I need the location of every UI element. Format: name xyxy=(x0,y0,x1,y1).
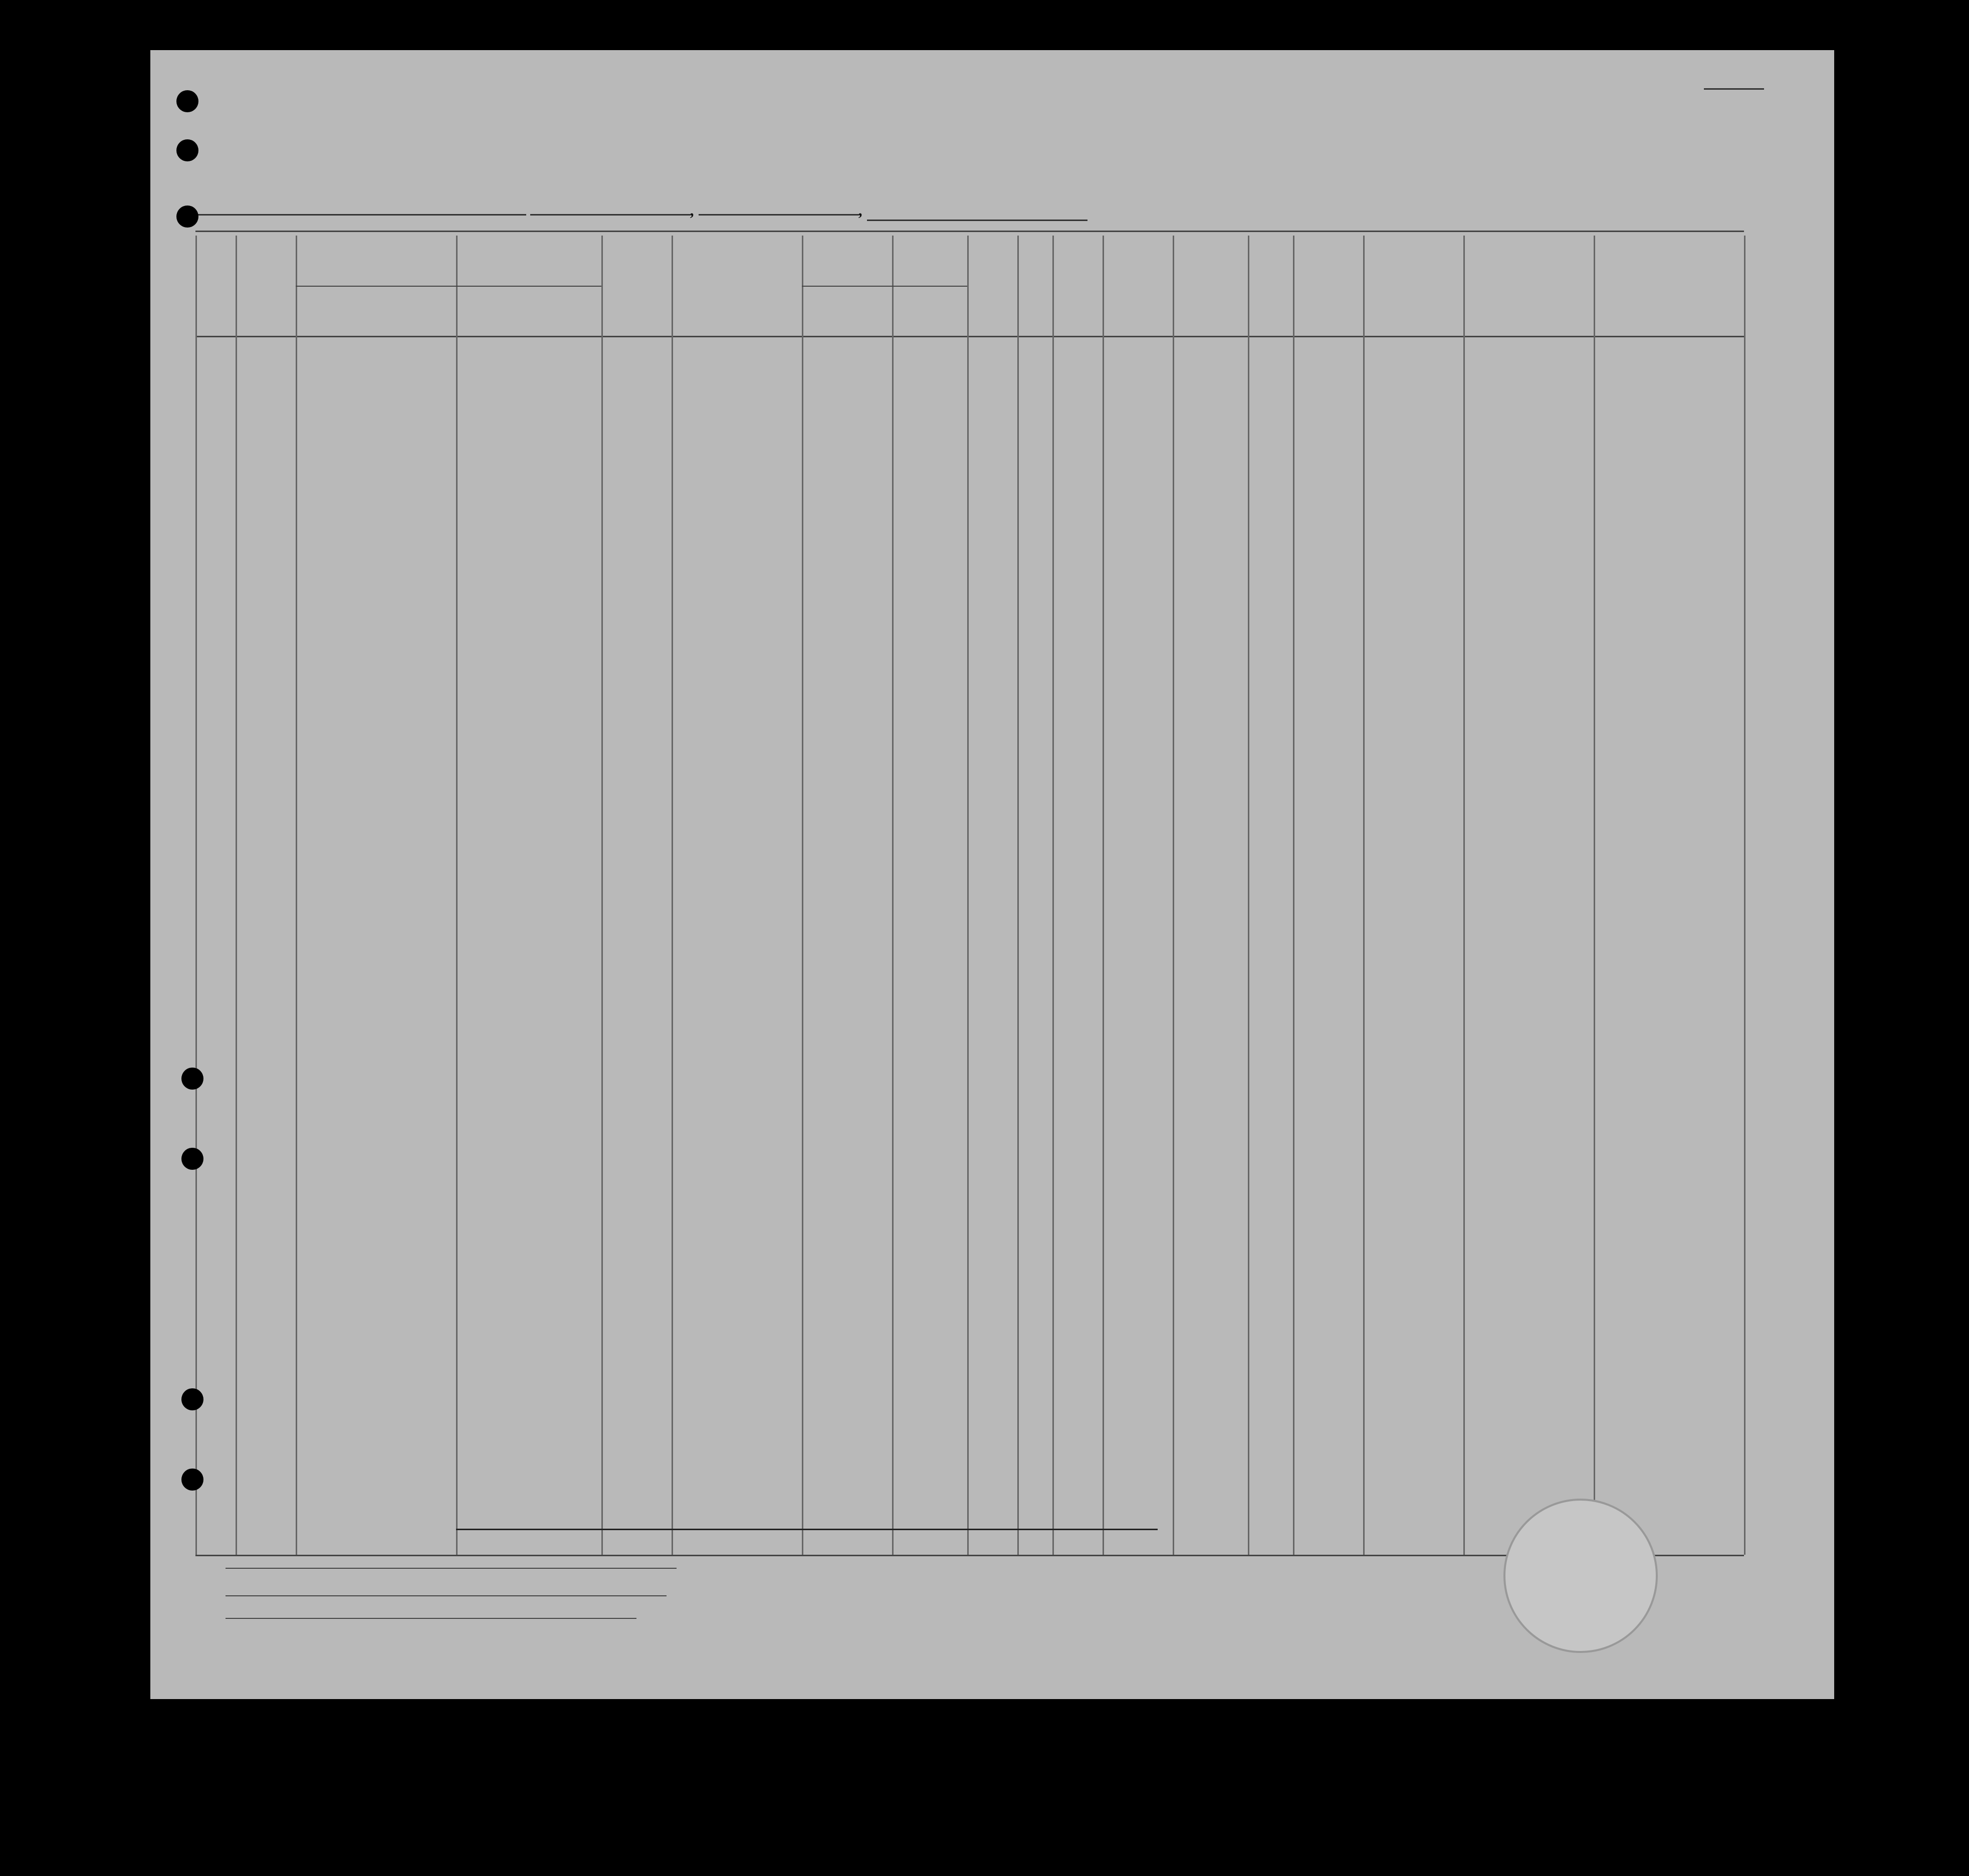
table-rule xyxy=(195,231,1744,232)
punch-hole xyxy=(176,139,198,161)
arrival-date xyxy=(699,214,859,216)
column-rule xyxy=(1463,236,1465,1555)
column-rule xyxy=(892,236,894,1555)
punch-hole xyxy=(181,1148,203,1170)
column-rule xyxy=(1594,236,1595,1555)
arriving-port xyxy=(530,214,691,216)
column-rule xyxy=(1017,236,1019,1555)
punch-hole xyxy=(181,1469,203,1491)
from-port xyxy=(867,200,1087,221)
column-rule xyxy=(1173,236,1174,1555)
column-rule xyxy=(236,236,237,1555)
column-rule xyxy=(1103,236,1104,1555)
table-rule xyxy=(195,336,1744,337)
manifest-sheet xyxy=(150,50,1834,1699)
sheet-number xyxy=(1700,78,1764,94)
column-rule xyxy=(1744,236,1745,1555)
column-rule xyxy=(1293,236,1294,1555)
column-rule xyxy=(967,236,969,1555)
column-rule xyxy=(802,236,803,1555)
column-rule xyxy=(601,236,603,1555)
column-rule xyxy=(195,236,197,1555)
column-rule xyxy=(672,236,673,1555)
column-rule xyxy=(456,236,458,1555)
column-rule xyxy=(1052,236,1054,1555)
column-header-divider xyxy=(802,286,967,287)
column-rule xyxy=(1248,236,1249,1555)
column-rule xyxy=(296,236,297,1555)
punch-hole xyxy=(176,90,198,112)
column-rule xyxy=(1363,236,1365,1555)
voyage-line: , , xyxy=(195,200,1087,221)
vessel-name xyxy=(195,214,526,216)
closing-strike-line xyxy=(456,1529,1158,1530)
punch-hole xyxy=(181,1388,203,1410)
column-header-divider xyxy=(296,286,601,287)
line-field xyxy=(226,1559,677,1572)
punch-hole xyxy=(176,205,198,228)
punch-hole xyxy=(181,1068,203,1090)
local-agents-field xyxy=(226,1609,636,1622)
owners-field xyxy=(226,1586,667,1599)
official-seal xyxy=(1503,1499,1658,1653)
